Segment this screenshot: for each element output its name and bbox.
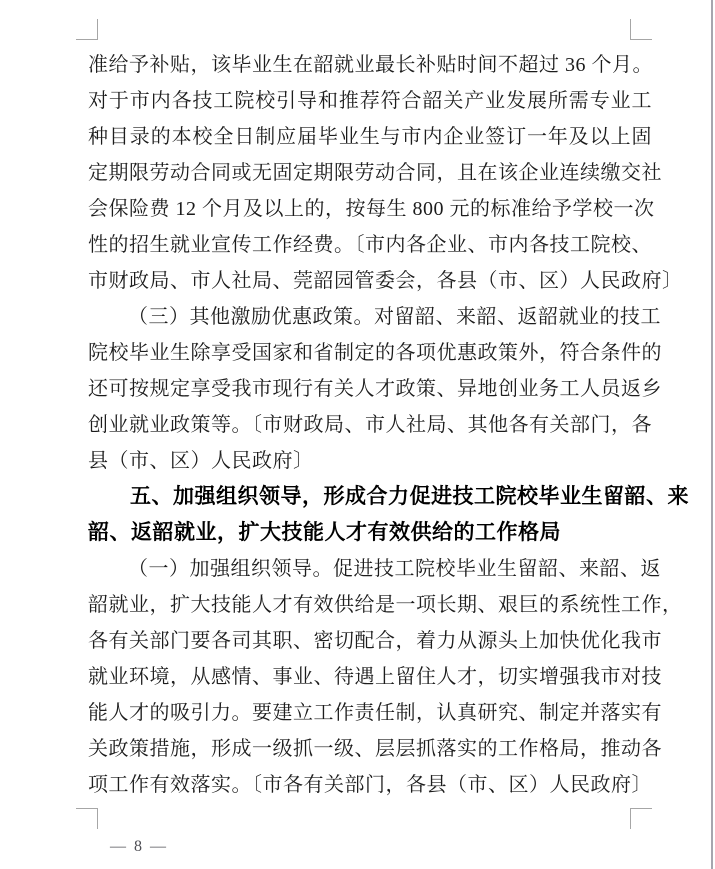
text-line: 关政策措施，形成一级抓一级、层层抓落实的工作格局，推动各 (88, 738, 662, 760)
crop-mark-top-left (76, 19, 98, 40)
page-right-edge (711, 0, 713, 869)
text-line: 准给予补贴，该毕业生在韶就业最长补贴时间不超过 36 个月。 (88, 54, 653, 76)
document-body (88, 47, 689, 803)
text-line: 种目录的本校全日制应届毕业生与市内企业签订一年及以上固 (88, 126, 652, 148)
crop-mark-bottom-right (630, 808, 652, 829)
paragraph-start-line: （三）其他激励优惠政策。对留韶、来韶、返韶就业的技工 (128, 306, 661, 328)
text-line: 创业就业政策等。〔市财政局、市人社局、其他各有关部门，各 (88, 414, 652, 436)
section-heading-line: 五、加强组织领导，形成合力促进技工院校毕业生留韶、来 (130, 485, 689, 508)
text-line: 韶就业，扩大技能人才有效供给是一项长期、艰巨的系统性工作， (88, 594, 683, 616)
text-line: 能人才的吸引力。要建立工作责任制，认真研究、制定并落实有 (88, 702, 662, 724)
text-line: 就业环境，从感情、事业、待遇上留住人才，切实增强我市对技 (88, 666, 662, 688)
crop-mark-top-right (630, 19, 652, 40)
paragraph-end-line: 县（市、区）人民政府〕 (88, 450, 314, 472)
text-line: 定期限劳动合同或无固定期限劳动合同，且在该企业连续缴交社 (88, 162, 662, 184)
text-line: 性的招生就业宣传工作经费。〔市内各企业、市内各技工院校、 (88, 234, 652, 256)
crop-mark-bottom-left (76, 808, 98, 829)
text-line: 市财政局、市人社局、莞韶园管委会，各县（市、区）人民政府〕 (88, 270, 683, 292)
text-line: 项工作有效落实。〔市各有关部门，各县（市、区）人民政府〕 (88, 774, 652, 796)
text-line: 各有关部门要各司其职、密切配合，着力从源头上加快优化我市 (88, 630, 662, 652)
text-line: 会保险费 12 个月及以上的，按每生 800 元的标准给予学校一次 (88, 198, 655, 220)
text-line: 对于市内各技工院校引导和推荐符合韶关产业发展所需专业工 (88, 90, 652, 112)
section-heading-line: 韶、返韶就业，扩大技能人才有效供给的工作格局 (88, 521, 561, 544)
text-line: 院校毕业生除享受国家和省制定的各项优惠政策外，符合条件的 (88, 342, 662, 364)
text-line: 还可按规定享受我市现行有关人才政策、异地创业务工人员返乡 (88, 378, 662, 400)
paragraph-start-line: （一）加强组织领导。促进技工院校毕业生留韶、来韶、返 (128, 558, 661, 580)
page-number: — 8 — (110, 838, 168, 855)
